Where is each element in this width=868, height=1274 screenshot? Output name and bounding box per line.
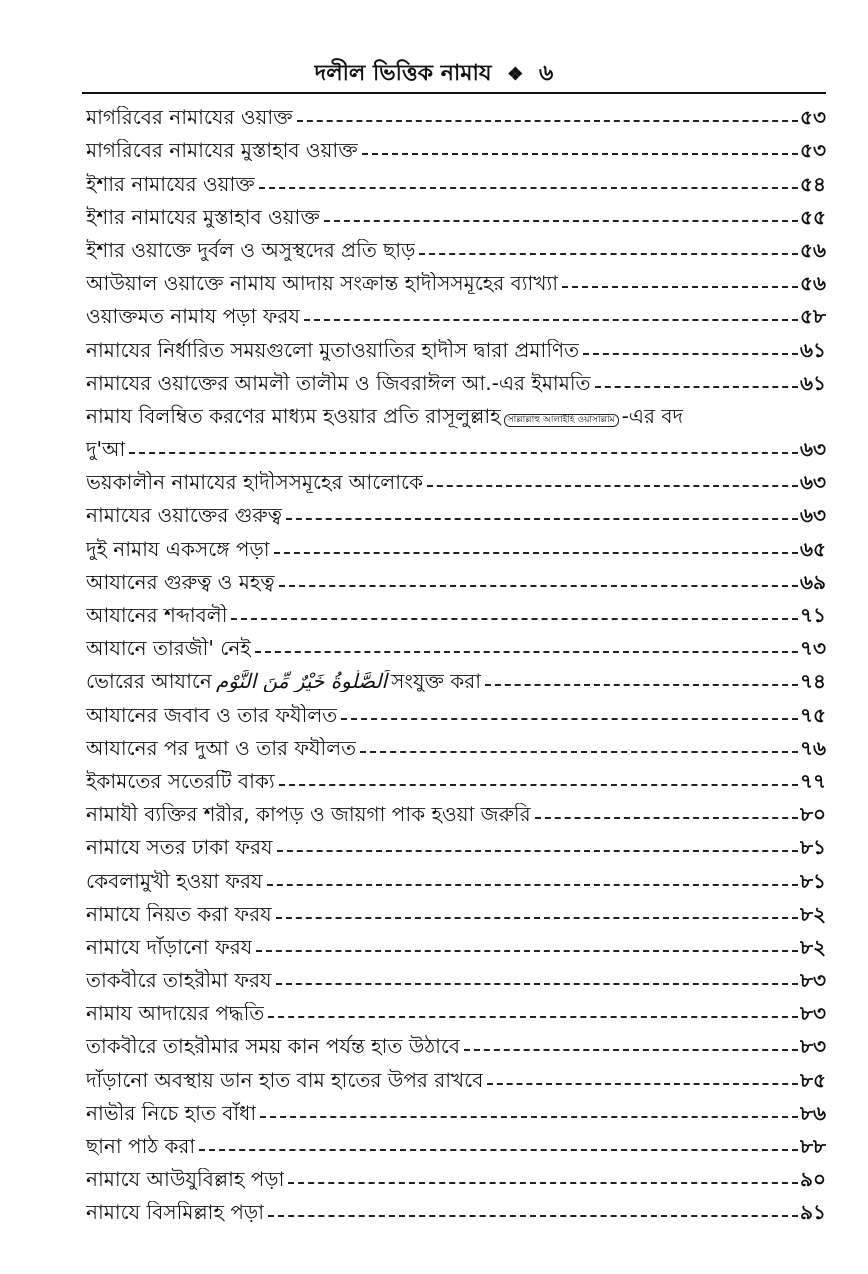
toc-entry[interactable] — [86, 261, 826, 294]
entry-title: ইকামতের সতেরটি বাক্য — [86, 769, 275, 792]
dot-leader — [279, 784, 798, 786]
entry-title: দাঁড়ানো অবস্থায় ডান হাত বাম হাতের উপর রাখবে — [86, 1068, 484, 1091]
toc-entry[interactable] — [86, 128, 826, 161]
dot-leader — [260, 1116, 798, 1118]
toc-entry[interactable] — [86, 560, 826, 593]
toc-entry[interactable] — [86, 460, 826, 493]
entry-page-number: ৭৭ — [799, 768, 826, 793]
entry-page-number: ৮১ — [800, 835, 826, 860]
entry-title-prefix: ভোরের আযানে — [86, 670, 212, 693]
entry-page-number: ৫৩ — [800, 138, 826, 163]
entry-page-number: ৮২ — [800, 901, 826, 926]
entry-title: নামাযে নিয়ত করা ফরয — [86, 902, 272, 925]
entry-page-number: ৬১ — [800, 337, 826, 362]
dot-leader — [277, 850, 798, 852]
dot-leader — [485, 684, 798, 686]
entry-page-number: ৯১ — [800, 1200, 826, 1225]
entry-page-number: ৮২ — [800, 934, 826, 959]
dot-leader — [268, 1215, 798, 1217]
entry-page-number: ৮৩ — [800, 1001, 826, 1026]
dot-leader — [304, 319, 798, 321]
toc-entry[interactable] — [86, 526, 826, 559]
entry-title: ওয়াক্তমত নামায পড়া ফরয — [86, 305, 300, 328]
toc-entry[interactable] — [86, 1057, 826, 1090]
dot-leader — [288, 1182, 798, 1184]
toc-entry[interactable] — [86, 991, 826, 1024]
dot-leader — [464, 1049, 798, 1051]
entry-title: মাগরিবের নামাযের ওয়াক্ত — [86, 106, 293, 129]
dot-leader — [259, 187, 798, 189]
dot-leader — [231, 618, 798, 620]
toc-entry[interactable] — [86, 692, 826, 725]
entry-title: দুই নামায একসঙ্গে পড়া — [86, 537, 270, 560]
entry-page-number: ৮০ — [800, 802, 826, 827]
dot-leader — [419, 253, 798, 255]
entry-page-number: ৫৬ — [800, 237, 826, 262]
dot-leader — [286, 518, 798, 520]
toc-entry[interactable] — [86, 394, 826, 460]
entry-title: নামাযের ওয়াক্তের গুরুত্ব — [86, 504, 282, 527]
dot-leader — [276, 983, 799, 985]
toc-entry[interactable] — [86, 626, 826, 659]
entry-title-continued: দু'আ — [86, 438, 126, 461]
entry-title: ইশার ওয়াক্তে দুর্বল ও অসুস্থদের প্রতি ছাড় — [86, 238, 416, 261]
toc-entry[interactable] — [86, 493, 826, 526]
dot-leader — [297, 120, 798, 122]
entry-title: নামায বিলম্বিত করণের মাধ্যম হওয়ার প্রতি রাসূলুল্লাহ — [86, 403, 501, 428]
dot-leader — [595, 386, 798, 388]
toc-entry[interactable] — [86, 825, 826, 858]
header-rule — [82, 92, 826, 94]
entry-title: তাকবীরে তাহরীমার সময় কান পর্যন্ত হাত উঠাবে — [86, 1035, 461, 1058]
entry-page-number: ৬৩ — [799, 470, 826, 495]
toc-entry[interactable] — [86, 327, 826, 360]
dot-leader — [255, 651, 798, 653]
entry-page-number: ৫৩ — [800, 105, 826, 130]
arabic-phrase: اَلصَّلٰوةُ خَيْرٌ مِّنَ النَّوْمِ — [215, 670, 388, 693]
dot-leader — [341, 718, 798, 720]
entry-title: মাগরিবের নামাযের মুস্তাহাব ওয়াক্ত — [86, 139, 358, 162]
dot-leader — [279, 585, 798, 587]
dot-leader — [360, 751, 798, 753]
toc-entry[interactable] — [86, 858, 826, 891]
entry-page-number: ৬৩ — [799, 437, 826, 462]
dot-leader — [129, 452, 798, 454]
toc-entry[interactable] — [86, 1157, 826, 1190]
dot-leader — [427, 485, 798, 487]
entry-line — [86, 427, 826, 460]
toc-entry[interactable] — [86, 361, 826, 394]
entry-page-number: ৬৯ — [800, 569, 826, 594]
entry-title: তাকবীরে তাহরীমা ফরয — [86, 969, 272, 992]
header-page-number: ৬ — [539, 60, 554, 86]
toc-entry[interactable] — [86, 1124, 826, 1157]
entry-page-number: ৫৬ — [800, 271, 826, 296]
entry-page-number: ৫৫ — [800, 204, 826, 229]
entry-title: নামাযী ব্যক্তির শরীর, কাপড় ও জায়গা পাক হওয়া জরুরি — [86, 803, 531, 826]
entry-page-number: ৮১ — [800, 868, 826, 893]
dot-leader — [562, 286, 798, 288]
entry-title: আযানের জবাব ও তার ফযীলত — [86, 703, 338, 726]
entry-title: নামায আদায়ের পদ্ধতি — [86, 1002, 265, 1025]
entry-page-number: ৮৫ — [800, 1067, 826, 1092]
toc-entry[interactable] — [86, 659, 826, 692]
dot-leader — [268, 1016, 798, 1018]
salawat-calligraphy-icon: সাল্লাল্লাহু আলাইহি ওয়াসাল্লাম — [504, 414, 619, 427]
toc-entry[interactable] — [86, 228, 826, 261]
entry-title: ইশার নামাযের ওয়াক্ত — [86, 172, 255, 195]
entry-title-suffix: সংযুক্ত করা — [391, 670, 482, 693]
header-ornament-icon: ❖ — [507, 64, 524, 85]
entry-title — [86, 670, 481, 692]
dot-leader — [324, 220, 798, 222]
entry-title: কেবলামুখী হওয়া ফরয — [86, 869, 263, 892]
toc-entry[interactable] — [86, 792, 826, 825]
toc-entry[interactable] — [86, 892, 826, 925]
entry-title: ভয়কালীন নামাযের হাদীসসমূহের আলোকে — [86, 471, 424, 494]
entry-title: নাভীর নিচে হাত বাঁধা — [86, 1101, 257, 1124]
toc-entry[interactable] — [86, 1024, 826, 1057]
dot-leader — [276, 917, 798, 919]
entry-page-number: ৭৪ — [800, 669, 826, 694]
dot-leader — [362, 153, 798, 155]
toc-entry[interactable] — [86, 726, 826, 759]
entry-title: ইশার নামাযের মুস্তাহাব ওয়াক্ত — [86, 205, 320, 228]
toc-entry[interactable] — [86, 1091, 826, 1124]
dot-leader — [535, 817, 798, 819]
entry-title: নামাযের ওয়াক্তের আমলী তালীম ও জিবরাঈল আ.-এর ইমামতি — [86, 371, 591, 394]
entry-page-number: ৬৩ — [799, 503, 826, 528]
entry-page-number: ৭৬ — [799, 735, 826, 760]
entry-title: নামাযে বিসমিল্লাহ পড়া — [86, 1201, 264, 1224]
entry-page-number: ৯০ — [800, 1167, 826, 1192]
entry-title: নামাযে সতর ঢাকা ফরয — [86, 836, 273, 859]
entry-title: আযানের শব্দাবলী — [86, 604, 228, 626]
toc-entry[interactable] — [86, 925, 826, 958]
dot-leader — [583, 353, 798, 355]
dot-leader — [256, 950, 798, 952]
entry-title: আযানের পর দুআ ও তার ফযীলত — [86, 736, 357, 759]
entry-title: নামাযের নির্ধারিত সময়গুলো মুতাওয়াতির হাদীস দ্বারা প্রমাণিত — [86, 338, 580, 361]
entry-page-number: ৫৮ — [800, 304, 826, 329]
entry-page-number: ৬৫ — [800, 536, 826, 561]
toc-entry[interactable] — [86, 294, 826, 327]
entry-page-number: ৮৩ — [800, 1034, 826, 1059]
entry-title: আউয়াল ওয়াক্তে নামায আদায় সংক্রান্ত হাদীসসমূহের ব্যাখ্যা — [86, 272, 559, 295]
toc-entry[interactable] — [86, 958, 826, 991]
entry-page-number: ৮৮ — [800, 1134, 826, 1158]
entry-page-number: ৫৪ — [800, 171, 826, 196]
toc-entry[interactable] — [86, 1190, 826, 1223]
dot-leader — [274, 552, 798, 554]
entry-title: নামাযে আউযুবিল্লাহ পড়া — [86, 1168, 285, 1191]
table-of-contents — [86, 95, 826, 1223]
entry-page-number: ৭৩ — [799, 636, 826, 661]
entry-page-number: ৭৫ — [800, 702, 826, 727]
entry-page-number: ৬১ — [800, 370, 826, 395]
entry-page-number: ৭১ — [800, 603, 826, 627]
entry-title: আযানে তারজী' নেই — [86, 637, 251, 660]
header-title: দলীল ভিত্তিক নামায — [314, 60, 492, 86]
toc-entry[interactable] — [86, 195, 826, 228]
entry-title: ছানা পাঠ করা — [86, 1135, 196, 1157]
entry-title: নামাযে দাঁড়ানো ফরয — [86, 935, 253, 958]
dot-leader — [267, 884, 798, 886]
toc-entry[interactable] — [86, 95, 826, 128]
dot-leader — [487, 1083, 798, 1085]
entry-title: আযানের গুরুত্ব ও মহত্ব — [86, 570, 275, 593]
entry-page-number: ৮৩ — [800, 968, 826, 993]
toc-entry[interactable] — [86, 759, 826, 792]
toc-entry[interactable] — [86, 161, 826, 194]
entry-page-number: ৮৬ — [800, 1100, 826, 1125]
entry-title-suffix: -এর বদ — [621, 403, 684, 428]
dot-leader — [199, 1149, 798, 1151]
toc-entry[interactable] — [86, 593, 826, 626]
entry-line — [86, 394, 826, 427]
running-header — [0, 56, 868, 93]
